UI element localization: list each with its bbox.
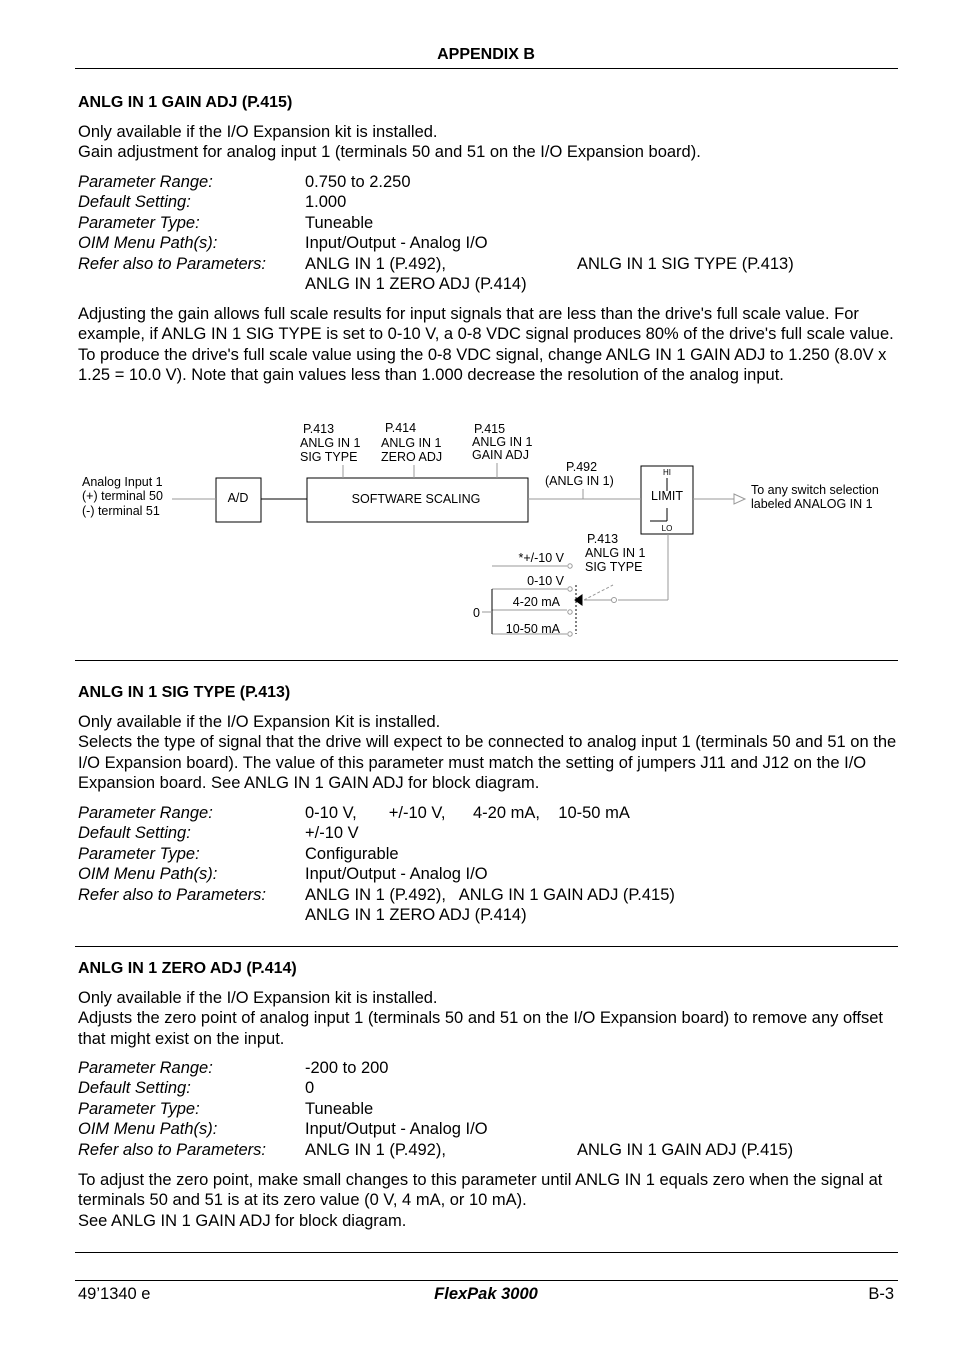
footer-page-number: B-3 xyxy=(868,1285,894,1303)
param-label: Parameter Range: xyxy=(78,1059,213,1077)
zero-label: 0 xyxy=(473,606,480,620)
section-divider xyxy=(75,946,898,947)
param-value: ANLG IN 1 ZERO ADJ (P.414) xyxy=(305,274,527,293)
section-heading-zero-adj: ANLG IN 1 ZERO ADJ (P.414) xyxy=(78,960,297,977)
param-label: OIM Menu Path(s): xyxy=(78,234,218,253)
scaling-label: SOFTWARE SCALING xyxy=(351,492,481,506)
p415-label: ANLG IN 1 xyxy=(472,435,533,449)
input-label: Analog Input 1 xyxy=(82,475,163,489)
param-label: Default Setting: xyxy=(78,1079,191,1098)
limit-lo-label: LO xyxy=(661,524,673,533)
param-value: Tuneable xyxy=(305,213,374,232)
param-value: 0.750 to 2.250 xyxy=(305,173,411,191)
param-value: ANLG IN 1 (P.492), xyxy=(305,1140,446,1159)
param-label: Refer also to Parameters: xyxy=(78,254,266,273)
switch-pivot xyxy=(612,598,617,603)
p492-label: (ANLG IN 1) xyxy=(545,474,614,488)
ad-label: A/D xyxy=(227,491,249,505)
p413-label: ANLG IN 1 xyxy=(300,436,361,450)
limit-hi-label: HI xyxy=(663,468,671,477)
block-diagram xyxy=(0,410,954,650)
body-paragraph: See ANLG IN 1 GAIN ADJ for block diagram. xyxy=(78,1211,407,1230)
param-value: Input/Output - Analog I/O xyxy=(305,865,488,884)
page-header: APPENDIX B xyxy=(437,46,535,63)
p492-label: P.492 xyxy=(566,460,598,474)
switch-contact xyxy=(568,587,572,591)
section-divider xyxy=(75,660,898,661)
p415-label: GAIN ADJ xyxy=(472,448,529,462)
param-value: ANLG IN 1 (P.492), ANLG IN 1 GAIN ADJ (P.415) xyxy=(305,885,675,904)
param-value: -200 to 200 xyxy=(305,1059,389,1077)
footer-rule xyxy=(75,1280,898,1281)
param-label: Refer also to Parameters: xyxy=(78,885,266,904)
section-body-gain-adj xyxy=(78,304,900,386)
param-value: Configurable xyxy=(305,844,399,863)
p415-label: P.415 xyxy=(474,422,506,436)
switch-option: 0-10 V xyxy=(527,574,564,588)
input-label: (+) terminal 50 xyxy=(82,489,163,503)
p414-label: ANLG IN 1 xyxy=(381,436,442,450)
param-value: Tuneable xyxy=(305,1099,374,1118)
param-value: ANLG IN 1 (P.492), xyxy=(305,254,446,273)
output-label: labeled ANALOG IN 1 xyxy=(751,497,873,511)
section-heading-sig-type: ANLG IN 1 SIG TYPE (P.413) xyxy=(78,684,291,701)
switch-option: 10-50 mA xyxy=(505,622,560,636)
switch-contact xyxy=(568,610,572,614)
intro-line: Adjusts the zero point of analog input 1 (terminals 50 and 51 on the I/O Expansion board) to remove any offset that might exist on the input. xyxy=(78,1009,884,1048)
switch-contact xyxy=(568,632,572,636)
section-divider xyxy=(75,1252,898,1253)
p414-label: P.414 xyxy=(385,421,417,435)
p413-switch-label: SIG TYPE xyxy=(585,560,643,574)
param-value: ANLG IN 1 ZERO ADJ (P.414) xyxy=(305,905,527,924)
param-value: ANLG IN 1 GAIN ADJ (P.415) xyxy=(577,1140,794,1159)
limit-label: LIMIT xyxy=(651,489,683,503)
param-label: Parameter Range: xyxy=(78,804,213,822)
param-label: Refer also to Parameters: xyxy=(78,1140,266,1159)
section-intro-gain-adj xyxy=(78,122,900,163)
body-paragraph: Adjusting the gain allows full scale results for input signals that are less than the drive's full scale value. For example, if ANLG IN 1 SIG TYPE is set to 0-10 V, a 0-8 VDC signal produces 80% of the drive's full scale value. To produce the drive's full scale value using the 0-8 VDC signal, change ANLG IN 1 GAIN ADJ to 1.250 (8.0V x 1.25 = 10.0 V). Note that gain values less than 1.000 decrease the resolution of the analog input. xyxy=(78,305,894,385)
p413-switch-label: P.413 xyxy=(587,532,619,546)
param-value: Input/Output - Analog I/O xyxy=(305,234,488,253)
switch-option: *+/-10 V xyxy=(518,551,564,565)
param-value: Input/Output - Analog I/O xyxy=(305,1120,488,1139)
body-paragraph: To adjust the zero point, make small changes to this parameter until ANLG IN 1 equals zero when the signal at terminals 50 and 51 is at its zero value (0 V, 4 mA, or 10 mA). xyxy=(78,1171,883,1210)
param-label: Parameter Type: xyxy=(78,213,200,232)
switch-contact xyxy=(568,564,572,568)
input-label: (-) terminal 51 xyxy=(82,504,160,518)
section-body-zero-adj xyxy=(78,1170,900,1231)
footer-doc-number: 49’1340 e xyxy=(78,1285,151,1303)
param-value: 0 xyxy=(305,1079,315,1098)
param-value: ANLG IN 1 SIG TYPE (P.413) xyxy=(577,254,794,273)
section-intro-sig-type xyxy=(78,712,900,794)
param-label: Parameter Range: xyxy=(78,173,213,191)
param-value: +/-10 V xyxy=(305,824,359,843)
intro-line: Selects the type of signal that the drive will expect to be connected to analog input 1 (terminals 50 and 51 on the I/O Expansion board). The value of this parameter must match the setting of jumpers J11 and J12 on the I/O Expansion board. See ANLG IN 1 GAIN ADJ for block diagram. xyxy=(78,733,897,793)
param-label: OIM Menu Path(s): xyxy=(78,1120,218,1139)
intro-line: Only available if the I/O Expansion kit is installed. xyxy=(78,123,438,141)
output-label: To any switch selection xyxy=(751,483,879,497)
param-label: Default Setting: xyxy=(78,824,191,843)
intro-line: Only available if the I/O Expansion Kit is installed. xyxy=(78,713,441,731)
intro-line: Only available if the I/O Expansion kit is installed. xyxy=(78,989,438,1007)
footer-product: FlexPak 3000 xyxy=(434,1285,538,1303)
intro-line: Gain adjustment for analog input 1 (terminals 50 and 51 on the I/O Expansion board). xyxy=(78,143,701,162)
p413-switch-label: ANLG IN 1 xyxy=(585,546,646,560)
section-intro-zero-adj xyxy=(78,988,900,1049)
switch-arrow-icon xyxy=(575,595,582,605)
param-value: 0-10 V, +/-10 V, 4-20 mA, 10-50 mA xyxy=(305,804,630,822)
p413-label: SIG TYPE xyxy=(300,450,358,464)
param-label: Default Setting: xyxy=(78,193,191,212)
p413-label: P.413 xyxy=(303,422,335,436)
param-label: OIM Menu Path(s): xyxy=(78,865,218,884)
section-heading-gain-adj: ANLG IN 1 GAIN ADJ (P.415) xyxy=(78,94,293,111)
param-label: Parameter Type: xyxy=(78,844,200,863)
header-rule xyxy=(75,68,898,69)
param-value: 1.000 xyxy=(305,193,347,212)
param-label: Parameter Type: xyxy=(78,1099,200,1118)
output-arrow-icon xyxy=(734,494,745,504)
p414-label: ZERO ADJ xyxy=(381,450,443,464)
switch-option: 4-20 mA xyxy=(512,595,560,609)
